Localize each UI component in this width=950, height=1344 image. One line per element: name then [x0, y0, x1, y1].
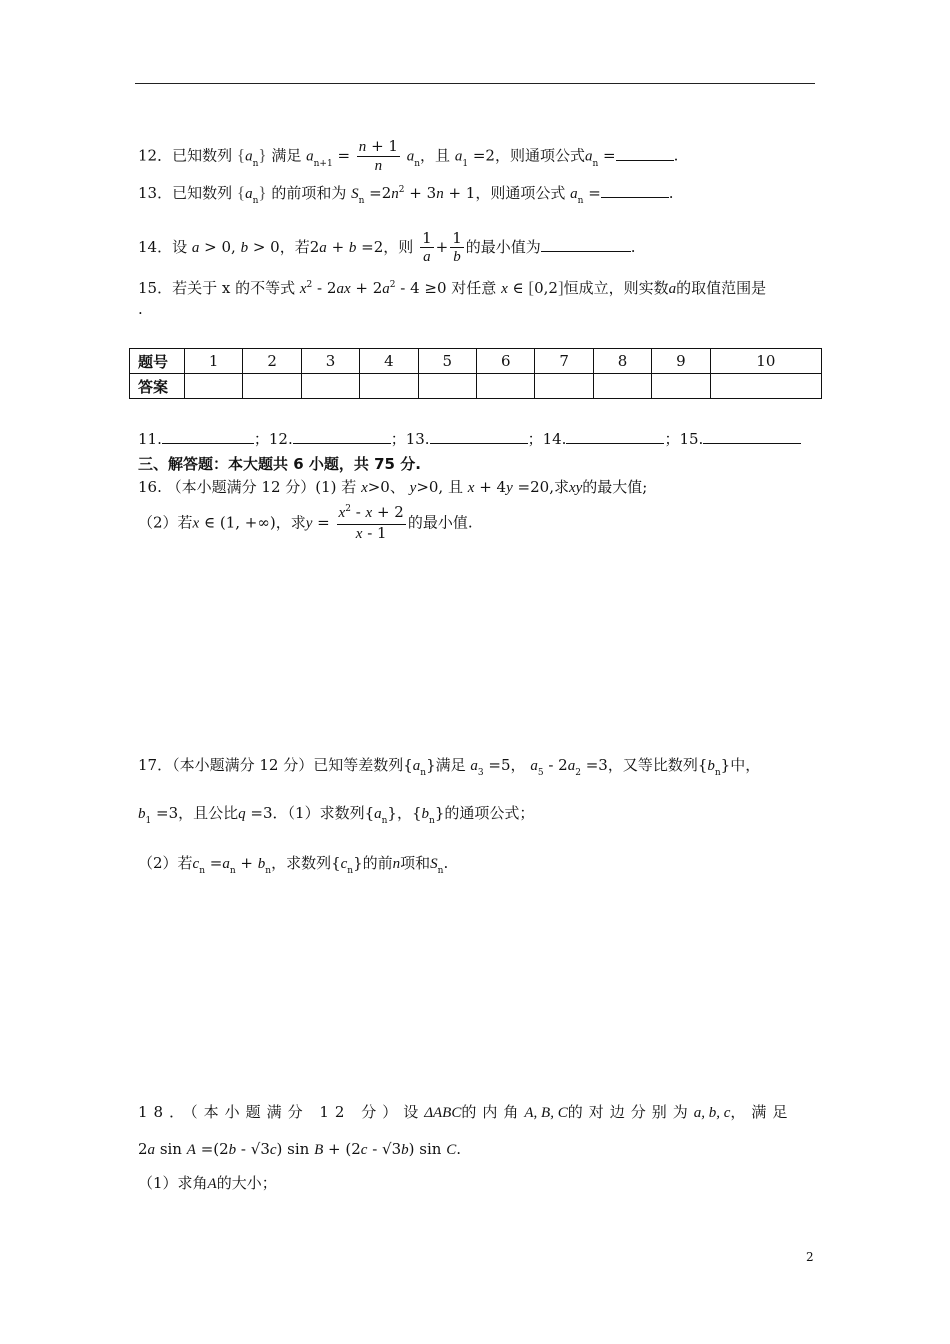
blank-12[interactable]	[293, 429, 391, 444]
blank-13[interactable]	[430, 429, 528, 444]
question-17-line2: $b_1 =3$，且公比q =3．（1）求数列$\{a_n\}$，$\{b_n\}$的通项公式；	[138, 804, 535, 826]
question-13: 13．已知数列 $\{a_n\}$ 的前项和为 $S_n =2n^2 + 3n + 1$，则通项公式 $a_n$ = .	[138, 183, 674, 206]
col-3: 3	[301, 349, 359, 374]
answer-cell[interactable]	[360, 374, 418, 399]
answer-table-header-row	[130, 349, 822, 374]
question-14: 14．设 a > 0, b > 0，若2a + b =2，则 $\frac{1}{a}$ + $\frac{1}{b}$ 的最小值为 .	[138, 229, 636, 265]
answer-label: 答案	[130, 374, 185, 399]
col-4: 4	[360, 349, 418, 374]
question-17-line3: （2）若$c_n =a_n + b_n$，求数列$\{c_n\}$的前n项和$S_n$.	[138, 854, 449, 876]
col-6: 6	[477, 349, 535, 374]
question-18-line3: （1）求角A的大小；	[138, 1174, 277, 1192]
answer-cell[interactable]	[185, 374, 243, 399]
col-10: 10	[710, 349, 821, 374]
answer-table	[129, 348, 822, 399]
header-label: 题号	[130, 349, 185, 374]
answer-cell[interactable]	[652, 374, 710, 399]
question-18-line1: 18．（本小题满分 12 分）设ΔABC的内角A, B, C的对边分别为a, b, c，满足	[138, 1103, 794, 1121]
question-15: 15．若关于 x 的不等式 $x^2 - 2ax + 2a^2 - 4 \ge 0$ 对任意 x ∈ [0,2]恒成立，则实数a的取值范围是	[138, 278, 767, 297]
question-15-end: .	[138, 300, 143, 318]
col-5: 5	[418, 349, 476, 374]
question-12: 12．已知数列 $\{a_n\}$ 满足 $a_{n+1}$ = $\frac{n + 1}{n}$ $a_n$，且 $a_1 =2$，则通项公式$a_n$ = .	[138, 137, 679, 174]
answer-cell[interactable]	[301, 374, 359, 399]
col-2: 2	[243, 349, 301, 374]
col-9: 9	[652, 349, 710, 374]
question-17-line1: 17．（本小题满分 12 分）已知等差数列$\{a_n\}$满足 $a_3 =5$， $a_5 - 2a_2 =3$，又等比数列$\{b_n\}$中，	[138, 756, 761, 778]
page-number: 2	[806, 1250, 814, 1264]
answer-cell[interactable]	[535, 374, 593, 399]
question-18-line2: 2a sin A =(2b - √3c) sin B + (2c - √3b) sin C.	[138, 1140, 461, 1158]
section-3-title: 三、解答题：本大题共 6 小题，共 75 分.	[138, 455, 421, 473]
answer-table-answer-row	[130, 374, 822, 399]
blank-14[interactable]	[566, 429, 664, 444]
answer-cell[interactable]	[418, 374, 476, 399]
fill-in-line: 11. ；12. ；13. ；14. ；15.	[138, 428, 801, 449]
question-16-line1: 16. （本小题满分 12 分）(1) 若 x>0、 y>0, 且 x + 4y =20,求xy的最大值;	[138, 478, 648, 496]
answer-cell[interactable]	[243, 374, 301, 399]
answer-cell[interactable]	[710, 374, 821, 399]
question-16-line2: （2）若x ∈ (1, +∞)，求y = $\frac{x^2 - x + 2}{x - 1}$ 的最小值.	[138, 503, 473, 542]
blank-15[interactable]	[703, 429, 801, 444]
col-1: 1	[185, 349, 243, 374]
col-8: 8	[593, 349, 651, 374]
answer-cell[interactable]	[593, 374, 651, 399]
answer-cell[interactable]	[477, 374, 535, 399]
header-rule	[135, 83, 815, 84]
blank-11[interactable]	[162, 429, 254, 444]
col-7: 7	[535, 349, 593, 374]
